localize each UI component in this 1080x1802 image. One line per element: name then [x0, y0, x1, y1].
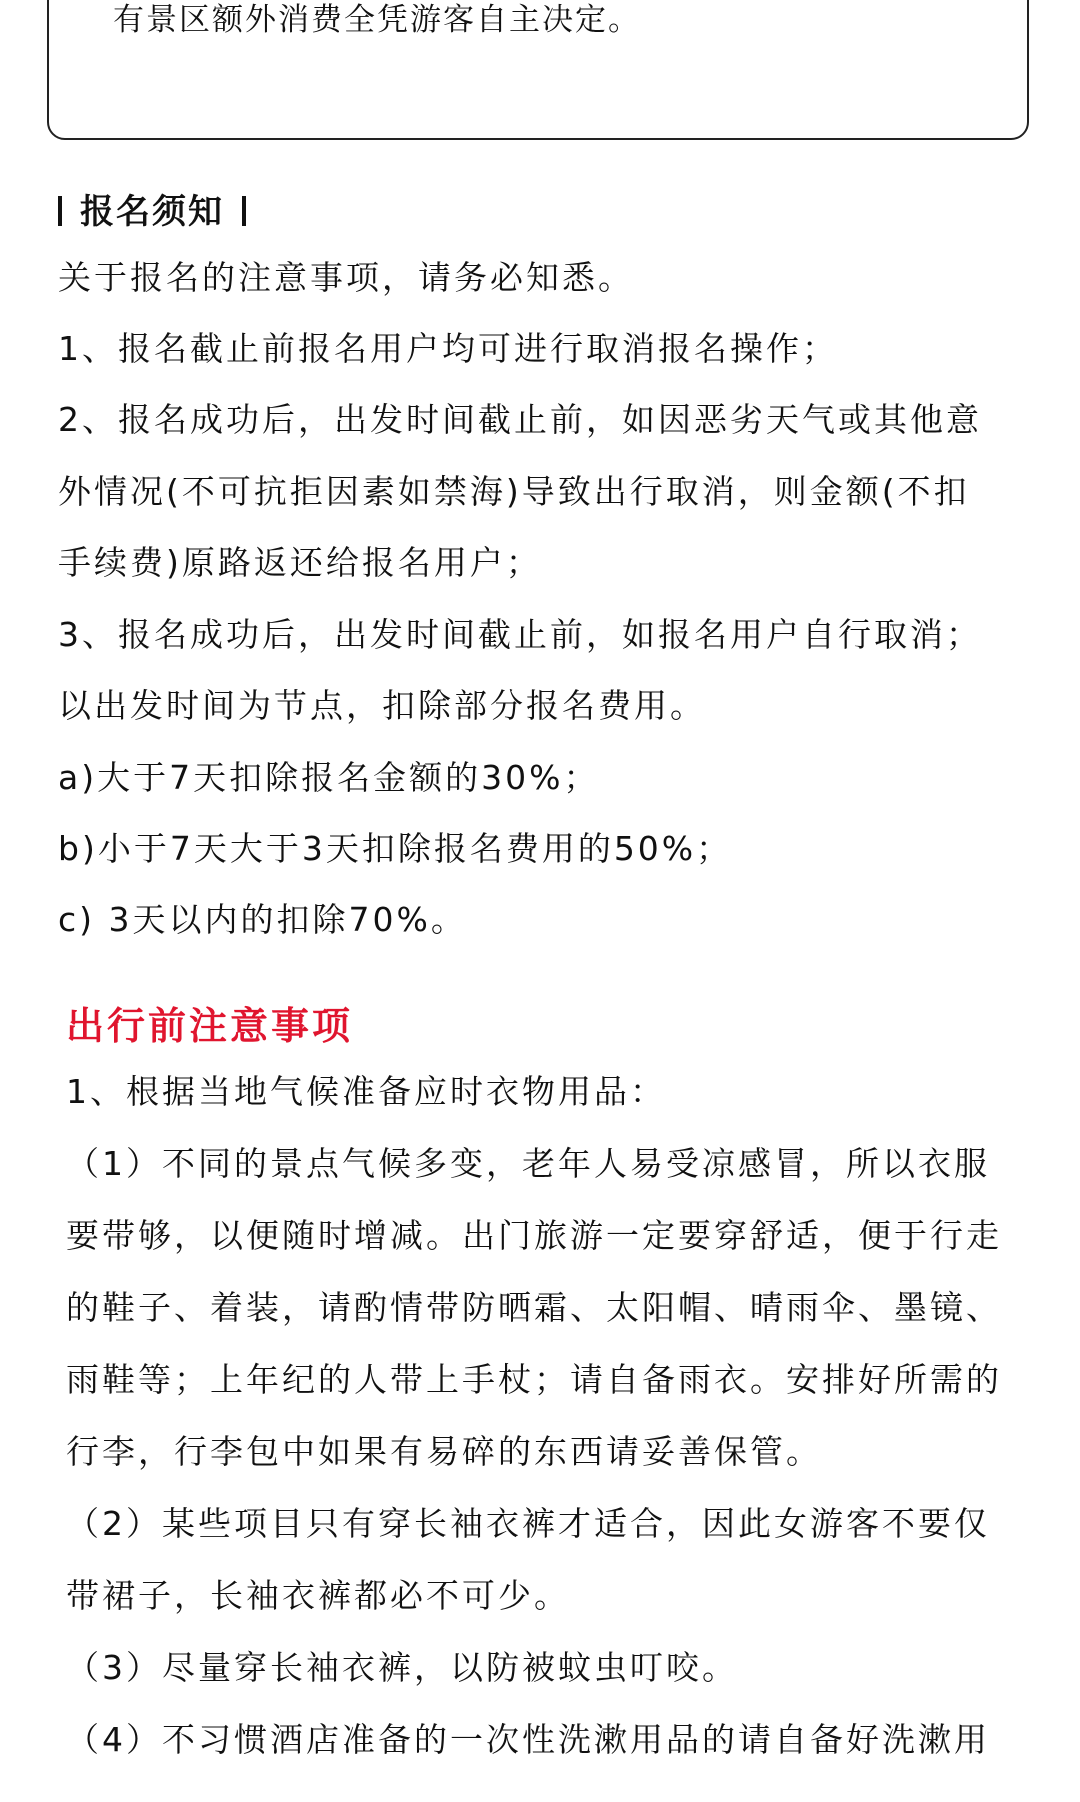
precautions-line: 要带够，以便随时增减。出门旅游一定要穿舒适，便于行走: [66, 1216, 1002, 1255]
previous-section-box: [47, 0, 1029, 140]
precautions-line: 雨鞋等；上年纪的人带上手杖；请自备雨衣。安排好所需的: [66, 1360, 1002, 1399]
precautions-line: 行李，行李包中如果有易碎的东西请妥善保管。: [66, 1432, 822, 1471]
registration-line: 手续费)原路返还给报名用户；: [58, 543, 542, 582]
registration-line: c) 3天以内的扣除70%。: [58, 900, 467, 939]
registration-line: 以出发时间为节点，扣除部分报名费用。: [58, 686, 706, 725]
heading-bar-right: [242, 196, 246, 226]
registration-line: b)小于7天大于3天扣除报名费用的50%；: [58, 829, 733, 868]
precautions-line: （3）尽量穿长袖衣裤，以防被蚊虫叮咬。: [66, 1648, 738, 1687]
registration-line: a)大于7天扣除报名金额的30%；: [58, 758, 600, 797]
precautions-line: （4）不习惯酒店准备的一次性洗漱用品的请自备好洗漱用: [66, 1720, 990, 1759]
registration-line: 3、报名成功后，出发时间截止前，如报名用户自行取消；: [58, 615, 982, 654]
heading-bar-left: [58, 196, 62, 226]
precautions-line: 的鞋子、着装，请酌情带防晒霜、太阳帽、晴雨伞、墨镜、: [66, 1288, 1002, 1327]
box-text: 有景区额外消费全凭游客自主决定。: [113, 2, 641, 38]
precautions-line: （2）某些项目只有穿长袖衣裤才适合，因此女游客不要仅: [66, 1504, 990, 1543]
registration-heading-text: 报名须知: [80, 192, 224, 232]
registration-line: 关于报名的注意事项，请务必知悉。: [58, 258, 634, 297]
registration-heading: [58, 184, 246, 233]
registration-line: 2、报名成功后，出发时间截止前，如因恶劣天气或其他意: [58, 400, 982, 439]
registration-line: 1、报名截止前报名用户均可进行取消报名操作；: [58, 329, 838, 368]
precautions-line: 1、根据当地气候准备应时衣物用品：: [66, 1072, 666, 1111]
registration-line: 外情况(不可抗拒因素如禁海)导致出行取消，则金额(不扣: [58, 472, 970, 511]
precautions-line: （1）不同的景点气候多变，老年人易受凉感冒，所以衣服: [66, 1144, 990, 1183]
precautions-title: 出行前注意事项: [66, 1004, 354, 1048]
precautions-line: 带裙子，长袖衣裤都必不可少。: [66, 1576, 570, 1615]
